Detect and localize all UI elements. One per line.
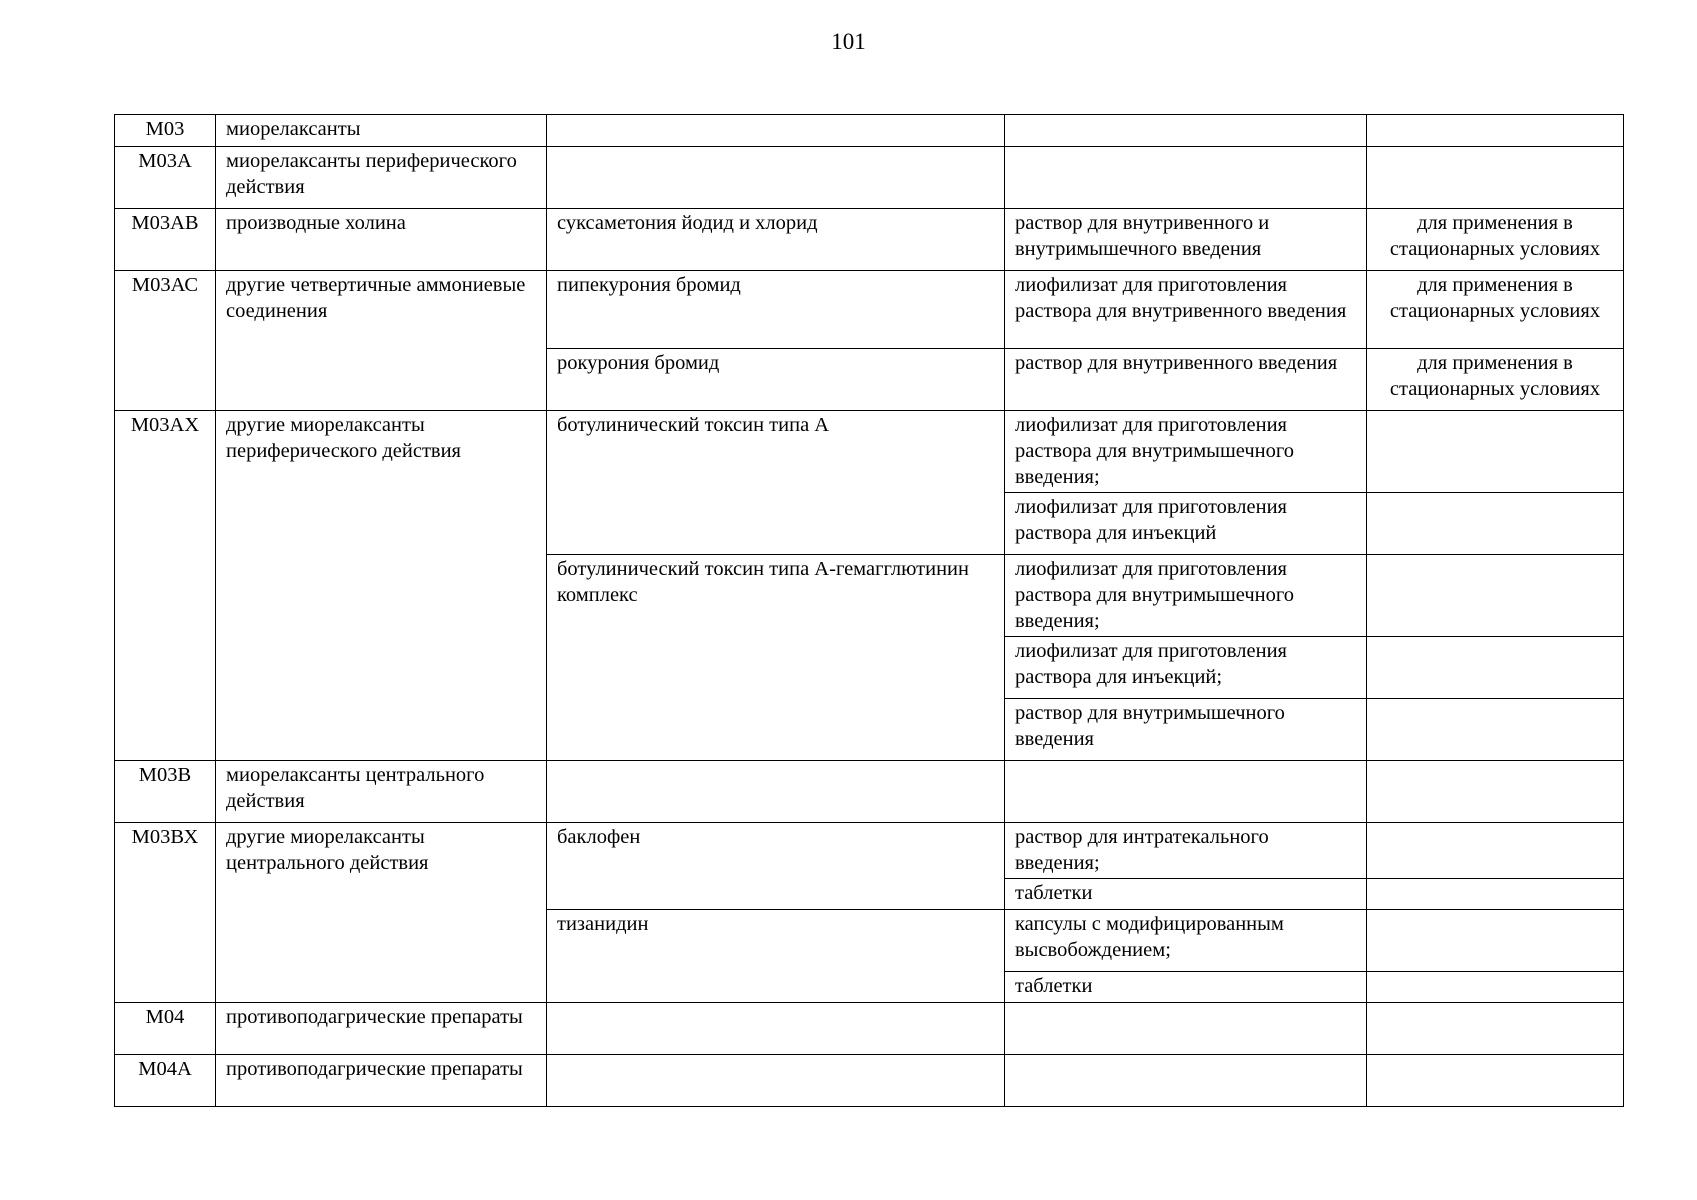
usage-condition (1367, 823, 1624, 879)
usage-condition (1367, 115, 1624, 147)
table-row (115, 115, 1624, 147)
table-row (115, 209, 1624, 271)
drug-name (547, 1003, 1005, 1055)
drug-name (547, 1055, 1005, 1107)
dosage-form: раствор для внутривенного введения (1005, 349, 1367, 411)
usage-condition (1367, 761, 1624, 823)
group-name: миорелаксанты периферического действия (216, 147, 547, 209)
atc-code: М03В (115, 761, 216, 823)
dosage-form (1005, 147, 1367, 209)
dosage-form (1005, 115, 1367, 147)
group-name: противоподагрические препараты (216, 1055, 547, 1107)
table-row (115, 761, 1624, 823)
usage-condition (1367, 910, 1624, 972)
table-row (115, 1003, 1624, 1055)
drug-name (547, 115, 1005, 147)
usage-condition (1367, 972, 1624, 1003)
usage-condition (1367, 1003, 1624, 1055)
group-name: противоподагрические препараты (216, 1003, 547, 1055)
drug-name: суксаметония йодид и хлорид (547, 209, 1005, 271)
group-name: производные холина (216, 209, 547, 271)
usage-condition (1367, 147, 1624, 209)
dosage-form: лиофилизат для приготовления раствора для инъекций; (1005, 637, 1367, 699)
dosage-form: лиофилизат для приготовления раствора для внутримышечного введения; (1005, 555, 1367, 637)
dosage-form: раствор для внутривенного и внутримышечного введения (1005, 209, 1367, 271)
dosage-form: лиофилизат для приготовления раствора для инъекций (1005, 493, 1367, 555)
group-name: другие четвертичные аммониевые соединения (216, 271, 547, 411)
table-row (115, 271, 1624, 349)
usage-condition: для применения в стационарных условиях (1367, 209, 1624, 271)
dosage-form: капсулы с модифицированным высвобождением; (1005, 910, 1367, 972)
usage-condition: для применения в стационарных условиях (1367, 271, 1624, 349)
atc-code: М03 (115, 115, 216, 147)
group-name: миорелаксанты (216, 115, 547, 147)
drug-name: баклофен (547, 823, 1005, 910)
table-row (115, 823, 1624, 879)
table-row (115, 147, 1624, 209)
group-name: другие миорелаксанты центрального действия (216, 823, 547, 1003)
usage-condition (1367, 879, 1624, 910)
page-number: 101 (831, 29, 866, 54)
usage-condition (1367, 637, 1624, 699)
usage-condition: для применения в стационарных условиях (1367, 349, 1624, 411)
atc-code: М04 (115, 1003, 216, 1055)
usage-condition (1367, 699, 1624, 761)
dosage-form: таблетки (1005, 972, 1367, 1003)
usage-condition (1367, 411, 1624, 493)
atc-code: М03АХ (115, 411, 216, 761)
dosage-form: лиофилизат для приготовления раствора для внутримышечного введения; (1005, 411, 1367, 493)
atc-code: М03АВ (115, 209, 216, 271)
atc-code: М04А (115, 1055, 216, 1107)
drug-name: пипекурония бромид (547, 271, 1005, 349)
table-row (115, 411, 1624, 493)
drug-name (547, 761, 1005, 823)
dosage-form: таблетки (1005, 879, 1367, 910)
dosage-form: раствор для внутримышечного введения (1005, 699, 1367, 761)
usage-condition (1367, 555, 1624, 637)
atc-code: М03А (115, 147, 216, 209)
dosage-form (1005, 1055, 1367, 1107)
drug-name: тизанидин (547, 910, 1005, 1003)
drug-name: ботулинический токсин типа А (547, 411, 1005, 555)
drug-classification-table (114, 114, 1624, 1107)
dosage-form (1005, 761, 1367, 823)
usage-condition (1367, 1055, 1624, 1107)
drug-name: ботулинический токсин типа А-гемагглютинин комплекс (547, 555, 1005, 761)
dosage-form (1005, 1003, 1367, 1055)
dosage-form: раствор для интратекального введения; (1005, 823, 1367, 879)
atc-code: М03АС (115, 271, 216, 411)
drug-name: рокурония бромид (547, 349, 1005, 411)
drug-name (547, 147, 1005, 209)
table-row (115, 1055, 1624, 1107)
table-body (115, 115, 1624, 1107)
group-name: миорелаксанты центрального действия (216, 761, 547, 823)
usage-condition (1367, 493, 1624, 555)
atc-code: М03ВХ (115, 823, 216, 1003)
group-name: другие миорелаксанты периферического действия (216, 411, 547, 761)
dosage-form: лиофилизат для приготовления раствора для внутривенного введения (1005, 271, 1367, 349)
